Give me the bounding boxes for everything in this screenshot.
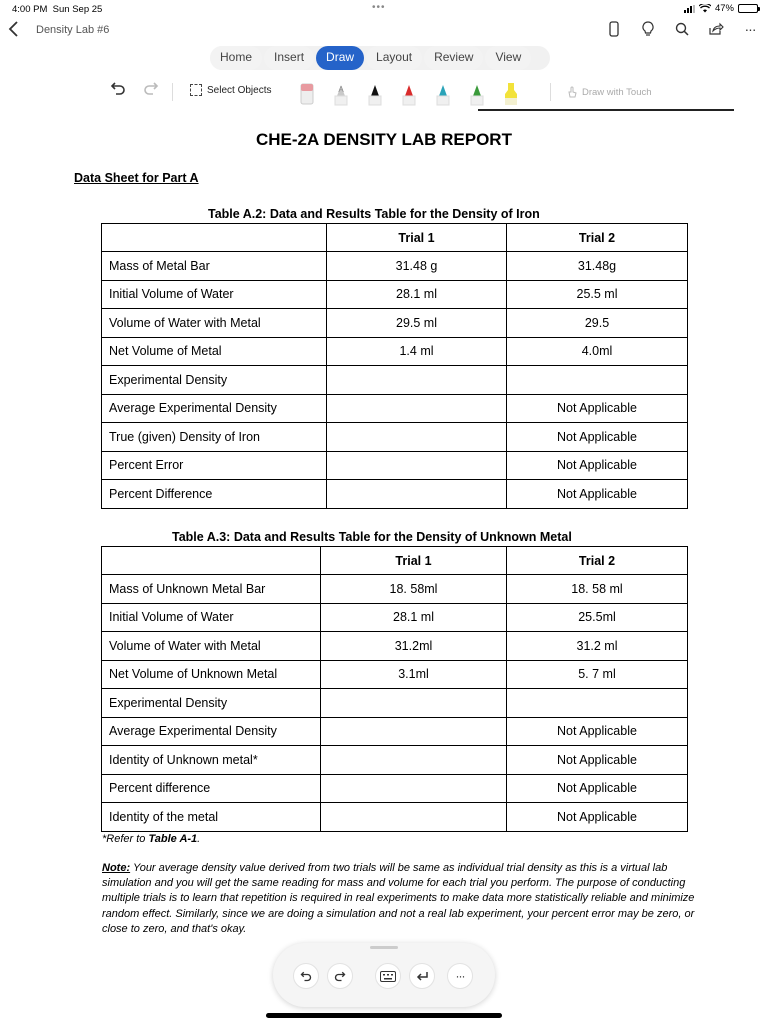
table-a2-cell-trial1[interactable] (327, 366, 507, 395)
share-icon[interactable] (708, 20, 724, 38)
table-a2-cell-trial2[interactable]: 4.0ml (507, 337, 688, 366)
float-undo-icon[interactable] (293, 963, 319, 989)
float-redo-icon[interactable] (327, 963, 353, 989)
note-paragraph (102, 861, 702, 937)
pen-teal-icon[interactable] (432, 80, 454, 106)
table-a2-row-label[interactable]: Mass of Metal Bar (102, 252, 327, 281)
floating-toolbar (273, 943, 495, 1007)
more-options-icon[interactable]: ··· (744, 21, 756, 37)
table-a2 (101, 223, 688, 509)
undo-icon[interactable] (110, 80, 126, 101)
table-a2-cell-trial1[interactable] (327, 451, 507, 480)
draw-with-touch-button[interactable] (566, 86, 652, 98)
toolbar-divider (172, 83, 173, 101)
select-box-icon (190, 84, 202, 96)
table-a2-cell-trial2[interactable] (507, 366, 688, 395)
multitask-dots-icon[interactable]: ••• (372, 2, 386, 13)
table-a3-cell-trial1[interactable]: 3.1ml (321, 660, 507, 689)
table-a3-cell-trial1[interactable] (321, 689, 507, 718)
table-a2-cell-trial2[interactable]: Not Applicable (507, 394, 688, 423)
table-a3-cell-trial1[interactable] (321, 774, 507, 803)
table-a2-cell-trial1[interactable] (327, 423, 507, 452)
table-a2-cell-trial1[interactable]: 31.48 g (327, 252, 507, 281)
redo-icon[interactable] (143, 80, 159, 101)
tab-review[interactable]: Review (424, 46, 483, 70)
note-text: Your average density value derived from two trials will be same as individual trial density as this is a virtual lab simulation and you will get the same reading for mass and volume for each trial you perform. The purpose of conducting multiple trials is to learn that repetition is required in real experiments to make data more statistically reliable and minimize random effect. Similarly, since we are doing a simulation and not a real lab experiment, your percent error may be zero, or close to zero, and that's okay. (102, 862, 695, 935)
footnote: *Refer to Table A-1. (102, 833, 201, 845)
table-a2-row-label[interactable]: Experimental Density (102, 366, 327, 395)
table-a2-row-label[interactable]: Net Volume of Metal (102, 337, 327, 366)
draw-toolbar (0, 80, 768, 106)
status-time: 4:00 PM Sun Sep 25 (12, 4, 103, 15)
table-a3-row (102, 660, 688, 689)
table-a3-row-label[interactable]: Average Experimental Density (102, 717, 321, 746)
pen-green-icon[interactable] (466, 80, 488, 106)
table-a2-cell-trial1[interactable]: 1.4 ml (327, 337, 507, 366)
table-a2-row-label[interactable]: Initial Volume of Water (102, 280, 327, 309)
table-a3-header-blank (102, 547, 321, 575)
table-a3-row-label[interactable]: Experimental Density (102, 689, 321, 718)
table-a3-row (102, 689, 688, 718)
table-a3-row-label[interactable]: Percent difference (102, 774, 321, 803)
table-a3-cell-trial2[interactable]: 25.5ml (507, 603, 688, 632)
table-a2-row (102, 394, 688, 423)
cellular-signal-icon (684, 5, 695, 13)
table-a3-row-label[interactable]: Mass of Unknown Metal Bar (102, 575, 321, 604)
table-a2-cell-trial2[interactable]: Not Applicable (507, 451, 688, 480)
tab-home[interactable]: Home (210, 46, 262, 70)
table-a2-header-trial2: Trial 2 (507, 224, 688, 252)
select-objects-button[interactable] (190, 84, 271, 96)
table-a3-row (102, 575, 688, 604)
table-a2-row (102, 252, 688, 281)
table-a3-cell-trial2[interactable] (507, 689, 688, 718)
table-a3-row-label[interactable]: Initial Volume of Water (102, 603, 321, 632)
table-a2-cell-trial1[interactable]: 28.1 ml (327, 280, 507, 309)
table-a2-cell-trial2[interactable]: Not Applicable (507, 480, 688, 509)
document-title[interactable]: Density Lab #6 (36, 24, 110, 36)
table-a2-row (102, 451, 688, 480)
table-a3-cell-trial1[interactable]: 18. 58ml (321, 575, 507, 604)
tab-insert[interactable]: Insert (264, 46, 314, 70)
table-a2-row (102, 480, 688, 509)
table-a3-cell-trial2[interactable]: 5. 7 ml (507, 660, 688, 689)
table-a3-cell-trial2[interactable]: Not Applicable (507, 746, 688, 775)
table-a2-cell-trial2[interactable]: 31.48g (507, 252, 688, 281)
table-a3-cell-trial2[interactable]: 18. 58 ml (507, 575, 688, 604)
toolbar-divider-2 (550, 83, 551, 101)
search-icon[interactable] (674, 20, 690, 38)
table-a2-row-label[interactable]: True (given) Density of Iron (102, 423, 327, 452)
pen-red-icon[interactable] (398, 80, 420, 106)
table-a2-row (102, 423, 688, 452)
draw-with-touch-label: Draw with Touch (582, 86, 652, 98)
table-a2-caption: Table A.2: Data and Results Table for the Density of Iron (208, 207, 540, 221)
table-a2-row (102, 309, 688, 338)
table-a2-header-row (102, 224, 688, 252)
table-a3-cell-trial2[interactable]: Not Applicable (507, 717, 688, 746)
table-a3-row-label[interactable]: Volume of Water with Metal (102, 632, 321, 661)
table-a2-cell-trial1[interactable] (327, 480, 507, 509)
battery-icon (738, 4, 758, 13)
select-objects-label: Select Objects (207, 84, 272, 96)
table-a2-row-label[interactable]: Percent Difference (102, 480, 327, 509)
pen-gray-icon[interactable] (330, 80, 352, 106)
table-a3-row-label[interactable]: Net Volume of Unknown Metal (102, 660, 321, 689)
table-a2-row-label[interactable]: Volume of Water with Metal (102, 309, 327, 338)
tab-layout[interactable]: Layout (366, 46, 422, 70)
return-key-icon[interactable] (409, 963, 435, 989)
table-a3-cell-trial1[interactable] (321, 746, 507, 775)
status-bar (0, 0, 768, 18)
table-a3-cell-trial2[interactable]: Not Applicable (507, 774, 688, 803)
ribbon-tabs (210, 46, 531, 70)
note-label: Note: (102, 862, 131, 874)
table-a2-cell-trial1[interactable] (327, 394, 507, 423)
table-a3-row-label[interactable]: Identity of the metal (102, 803, 321, 832)
home-indicator[interactable] (266, 1013, 502, 1018)
table-a3-header-trial1: Trial 1 (321, 547, 507, 575)
table-a2-cell-trial2[interactable]: Not Applicable (507, 423, 688, 452)
table-a3-row (102, 717, 688, 746)
ink-stroke-line (478, 109, 734, 111)
table-a2-row (102, 337, 688, 366)
table-a2-header-trial1: Trial 1 (327, 224, 507, 252)
table-a2-cell-trial1[interactable]: 29.5 ml (327, 309, 507, 338)
top-nav (0, 18, 768, 44)
table-a2-row-label[interactable]: Percent Error (102, 451, 327, 480)
touch-hand-icon (566, 86, 578, 98)
keyboard-icon[interactable] (375, 963, 401, 989)
table-a3-caption: Table A.3: Data and Results Table for the Density of Unknown Metal (172, 530, 572, 544)
table-a3-row (102, 603, 688, 632)
svg-text:A: A (338, 85, 344, 94)
table-a2-cell-trial2[interactable]: 25.5 ml (507, 280, 688, 309)
highlighter-yellow-icon[interactable] (500, 80, 522, 106)
battery-percent: 47% (714, 3, 734, 14)
table-a3-cell-trial2[interactable]: Not Applicable (507, 803, 688, 832)
table-a3-cell-trial1[interactable] (321, 717, 507, 746)
back-chevron-icon[interactable] (8, 20, 20, 43)
table-a3 (101, 546, 688, 832)
table-a2-row-label[interactable]: Average Experimental Density (102, 394, 327, 423)
table-a3-row (102, 746, 688, 775)
wifi-icon (699, 4, 711, 13)
table-a3-row (102, 803, 688, 832)
lightbulb-icon[interactable] (640, 20, 656, 38)
table-a3-cell-trial1[interactable] (321, 803, 507, 832)
table-a2-row (102, 280, 688, 309)
table-a2-header-blank (102, 224, 327, 252)
floating-toolbar-handle[interactable] (370, 946, 398, 949)
table-a3-header-row (102, 547, 688, 575)
table-a3-cell-trial1[interactable]: 31.2ml (321, 632, 507, 661)
pen-black-icon[interactable] (364, 80, 386, 106)
document-heading: CHE-2A DENSITY LAB REPORT (256, 130, 512, 149)
phone-view-icon[interactable] (606, 20, 622, 38)
table-a3-cell-trial2[interactable]: 31.2 ml (507, 632, 688, 661)
pen-palette (296, 80, 522, 106)
float-more-icon[interactable]: ··· (447, 963, 473, 989)
table-a3-cell-trial1[interactable]: 28.1 ml (321, 603, 507, 632)
table-a3-row (102, 632, 688, 661)
tab-view[interactable]: View (485, 46, 531, 70)
tab-draw[interactable]: Draw (316, 46, 364, 70)
table-a3-row (102, 774, 688, 803)
table-a2-row (102, 366, 688, 395)
table-a3-header-trial2: Trial 2 (507, 547, 688, 575)
eraser-icon[interactable] (296, 80, 318, 106)
part-a-label: Data Sheet for Part A (74, 171, 199, 185)
table-a3-row-label[interactable]: Identity of Unknown metal* (102, 746, 321, 775)
table-a2-cell-trial2[interactable]: 29.5 (507, 309, 688, 338)
